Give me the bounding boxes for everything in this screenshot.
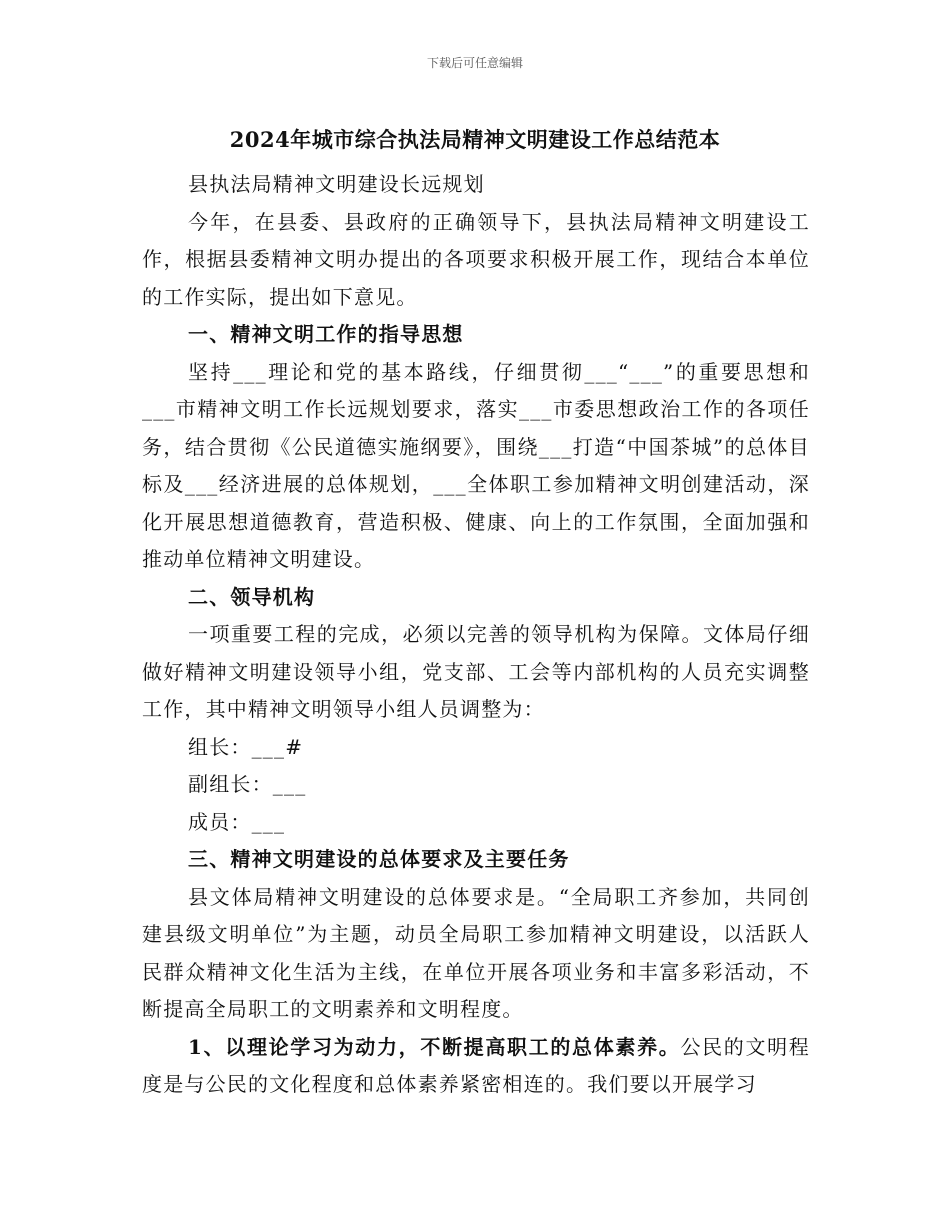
task-1-lead: 1、以理论学习为动力，不断提高职工的总体素养。	[188, 1034, 681, 1059]
task-1-paragraph	[142, 1029, 810, 1104]
members-line: 成员：___	[188, 809, 286, 834]
deputy-leader-line: 副组长：___	[188, 772, 307, 796]
document-title: 2024年城市综合执法局精神文明建设工作总结范本	[229, 127, 721, 152]
subtitle-paragraph: 县执法局精神文明建设长远规划	[188, 172, 485, 196]
requirements-paragraph: 县文体局精神文明建设的总体要求是。“全局职工齐参加，共同创建县级文明单位”为主题，动员全局职工参加精神文明建设，以活跃人民群众精神文化生活为主线，在单位开展各项业务和丰富多彩活动，不断提高全局职工的文明素养和文明程度。	[142, 884, 810, 1021]
leadership-paragraph: 一项重要工程的完成，必须以完善的领导机构为保障。文体局仔细做好精神文明建设领导小组，党支部、工会等内部机构的人员充实调整工作，其中精神文明领导小组人员调整为：	[142, 622, 810, 721]
task-1-text: 公民的文明程度是与公民的文化程度和总体素养紧密相连的。我们要以开展学习	[142, 1034, 811, 1096]
section-heading-2: 二、领导机构	[188, 584, 316, 609]
group-leader-line: 组长：___#	[188, 734, 304, 759]
page-header-note: 下载后可任意编辑	[426, 56, 523, 70]
section-heading-1: 一、精神文明工作的指导思想	[188, 322, 464, 346]
intro-paragraph: 今年，在县委、县政府的正确领导下，县执法局精神文明建设工作，根据县委精神文明办提出的各项要求积极开展工作，现结合本单位的工作实际，提出如下意见。	[142, 209, 810, 309]
guiding-thought-paragraph: 坚持___理论和党的基本路线，仔细贯彻___“___”的重要思想和___市精神文明工作长远规划要求，落实___市委思想政治工作的各项任务，结合贯彻《公民道德实施纲要》，围绕___打造“中国茶城”的总体目标及___经济进展的总体规划，___全体职工参加精神文明创建活动，深化开展思想道德教育，营造积极、健康、向上的工作氛围，全面加强和推动单位精神文明建设。	[142, 359, 810, 571]
section-heading-3: 三、精神文明建设的总体要求及主要任务	[188, 847, 570, 871]
document-body	[142, 166, 810, 1104]
